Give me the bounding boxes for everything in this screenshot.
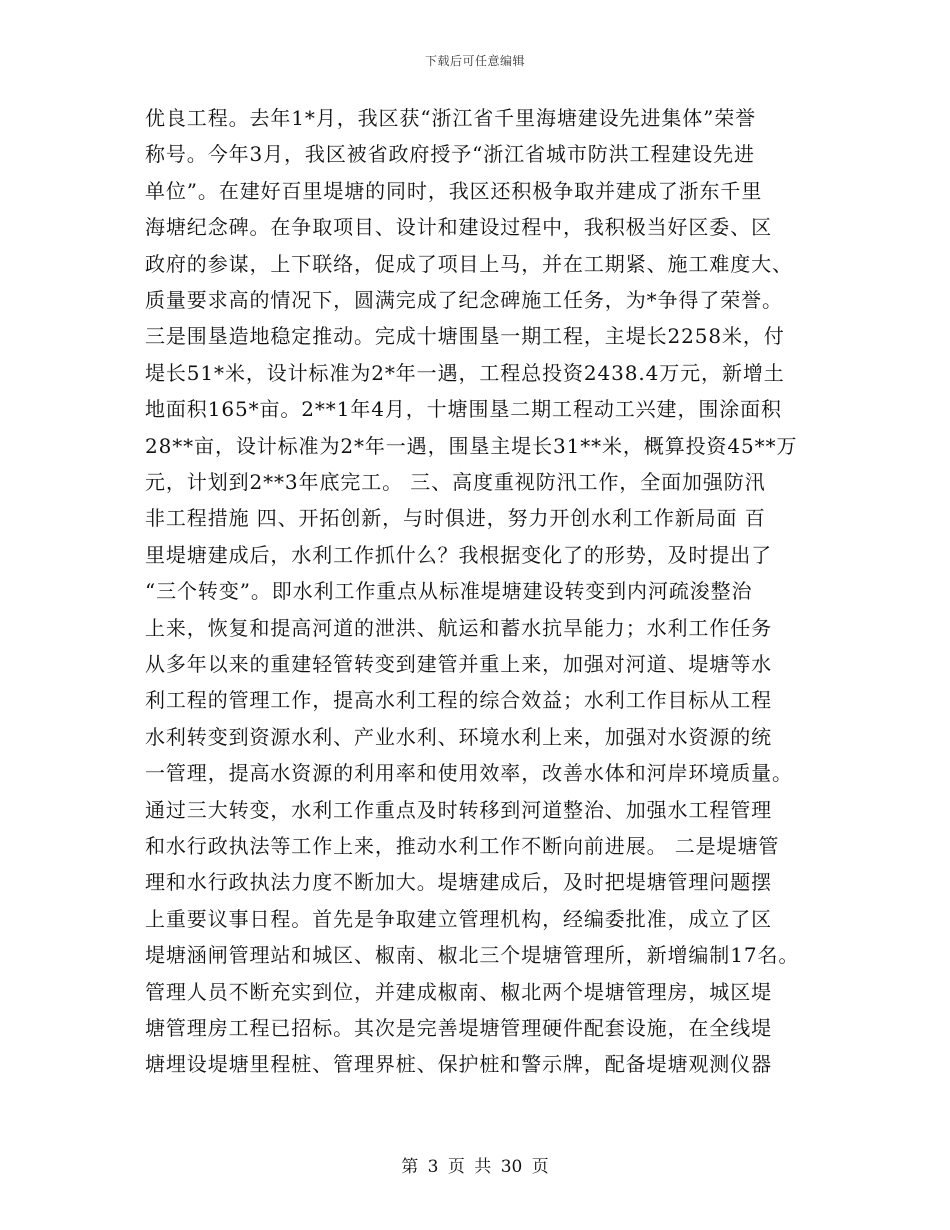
body-text-line: 里堤塘建成后，水利工作抓什么？我根据变化了的形势，及时提出了 [145, 542, 772, 567]
body-text-line: 单位”。在建好百里堤塘的同时，我区还积极争取并建成了浙东千里 [145, 178, 763, 203]
body-text-line: 水利转变到资源水利、产业水利、环境水利上来，加强对水资源的统 [145, 724, 772, 749]
body-text-line: 和水行政执法等工作上来，推动水利工作不断向前进展。 二是堤塘管 [145, 834, 780, 858]
body-text-line: 管理人员不断充实到位，并建成椒南、椒北两个堤塘管理房，城区堤 [145, 979, 772, 1004]
body-text-line: 上重要议事日程。首先是争取建立管理机构，经编委批准，成立了区 [145, 906, 772, 931]
body-text-line: 通过三大转变，水利工作重点及时转移到河道整治、加强水工程管理 [145, 797, 772, 822]
body-text-line: 元，计划到2**3年底完工。 三、高度重视防汛工作，全面加强防汛 [145, 470, 766, 494]
body-text-line: 非工程措施 四、开拓创新，与时俱进，努力开创水利工作新局面 百 [145, 506, 766, 531]
body-text-line: 理和水行政执法力度不断加大。堤塘建成后，及时把堤塘管理问题摆 [145, 870, 772, 895]
body-text-line: 从多年以来的重建轻管转变到建管并重上来，加强对河道、堤塘等水 [145, 652, 772, 676]
body-text-line: 政府的参谋，上下联络，促成了项目上马，并在工期紧、施工难度大、 [145, 251, 793, 276]
body-text-line: 优良工程。去年1*月，我区获“浙江省千里海塘建设先进集体”荣誉 [145, 106, 757, 130]
body-text-line: 利工程的管理工作，提高水利工程的综合效益；水利工作目标从工程 [145, 688, 772, 713]
body-text-line: 28**亩，设计标准为2*年一遇，围垦主堤长31**米，概算投资45**万 [145, 433, 798, 458]
body-text-line: 塘管理房工程已招标。其次是完善堤塘管理硬件配套设施，在全线堤 [145, 1016, 772, 1040]
body-text-line: 海塘纪念碑。在争取项目、设计和建设过程中，我积极当好区委、区 [145, 215, 772, 240]
page-number-footer: 第 3 页 共 30 页 [401, 1157, 549, 1177]
body-text-line: 三是围垦造地稳定推动。完成十塘围垦一期工程，主堤长2258米，付 [145, 324, 785, 349]
body-text-line: 塘埋设堤塘里程桩、管理界桩、保护桩和警示牌，配备堤塘观测仪器 [145, 1052, 772, 1077]
body-text-line: 地面积165*亩。2**1年4月，十塘围垦二期工程动工兴建，围涂面积 [145, 397, 782, 422]
body-text-line: 称号。今年3月，我区被省政府授予“浙江省城市防洪工程建设先进 [145, 142, 755, 167]
body-text-line: “三个转变”。即水利工作重点从标准堤塘建设转变到内河疏浚整治 [145, 579, 753, 604]
body-text-line: 堤塘涵闸管理站和城区、椒南、椒北三个堤塘管理所，新增编制17名。 [145, 943, 800, 968]
body-text-line: 上来，恢复和提高河道的泄洪、航运和蓄水抗旱能力；水利工作任务 [145, 615, 772, 640]
body-text-line: 质量要求高的情况下，圆满完成了纪念碑施工任务，为*争得了荣誉。 [145, 288, 783, 312]
body-text-line: 一管理，提高水资源的利用率和使用效率，改善水体和河岸环境质量。 [145, 761, 793, 786]
page-header: 下载后可任意编辑 [424, 54, 525, 68]
body-text-line: 堤长51*米，设计标准为2*年一遇，工程总投资2438.4万元，新增土 [145, 360, 785, 385]
